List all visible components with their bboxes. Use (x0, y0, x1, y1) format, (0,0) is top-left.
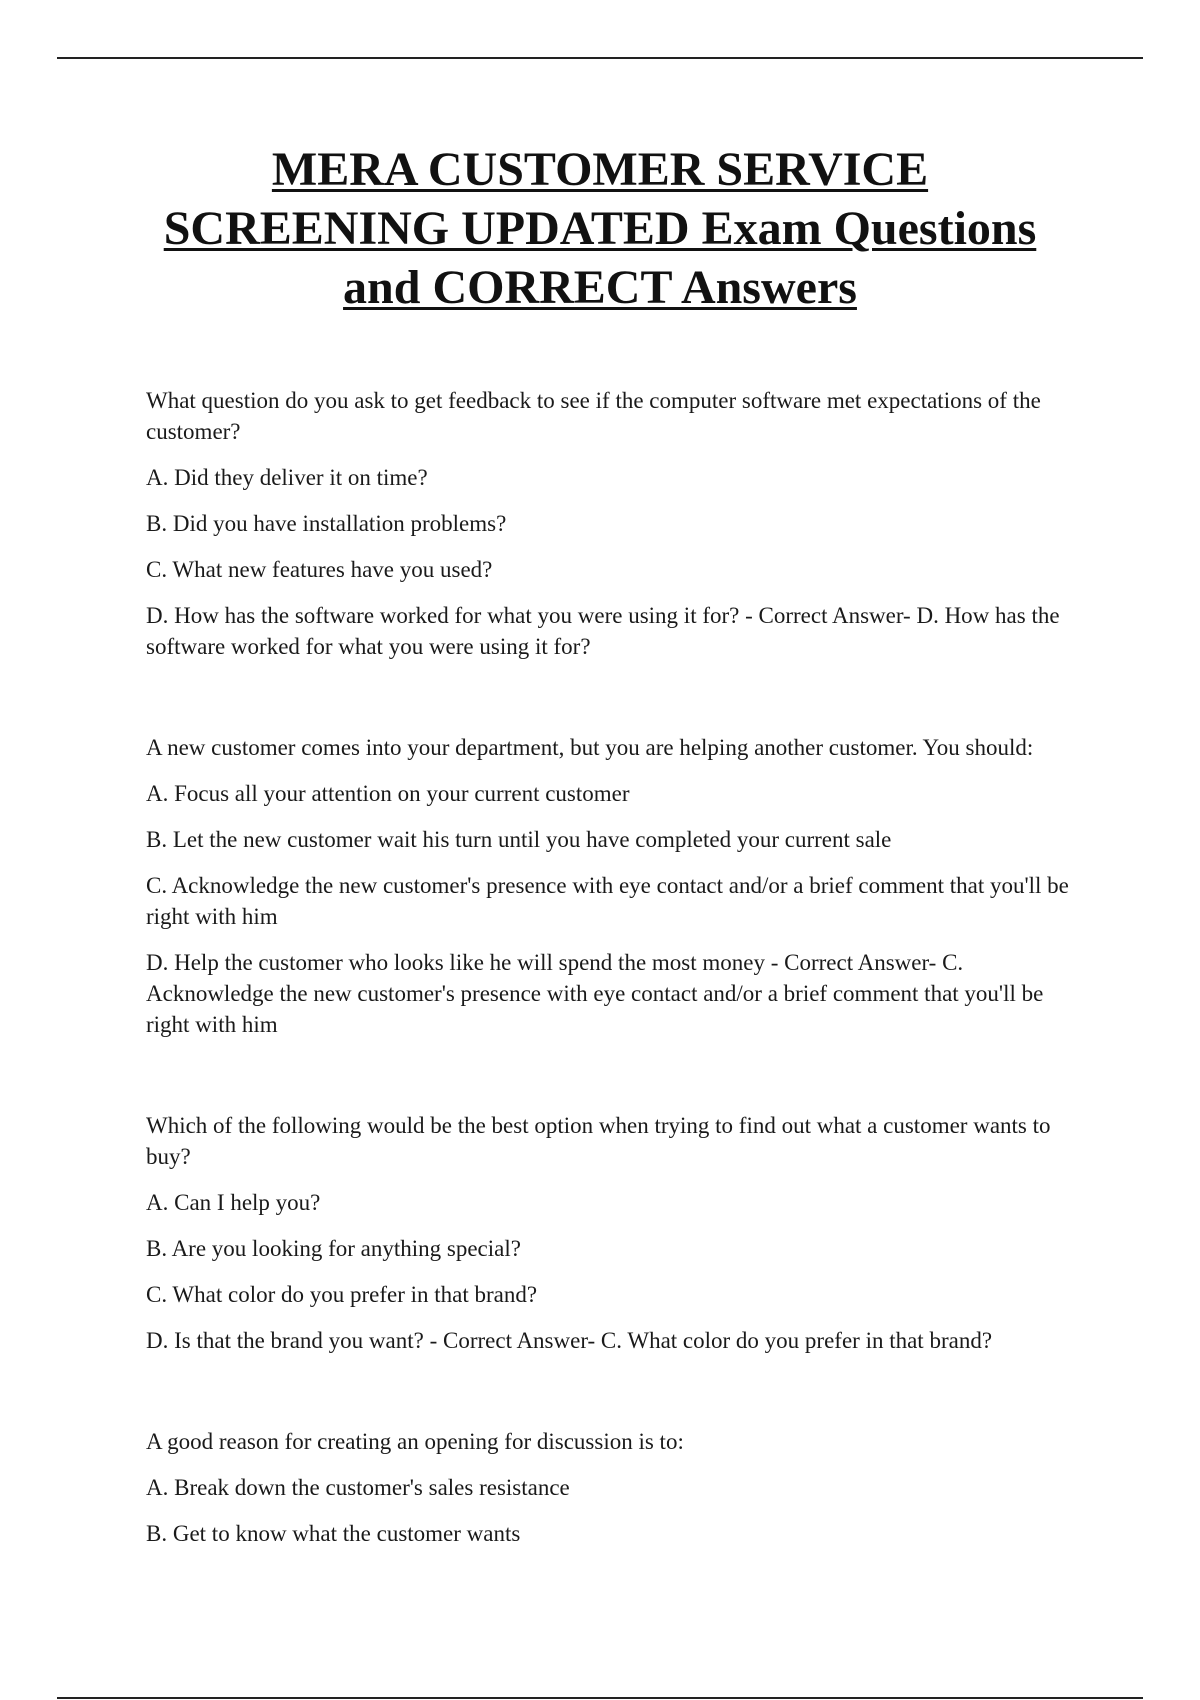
document-body (146, 385, 1076, 1564)
bottom-rule (57, 1697, 1143, 1699)
answer-option: C. What new features have you used? (146, 557, 493, 582)
answer-option: B. Let the new customer wait his turn until you have completed your current sale (146, 827, 892, 852)
question-text: What question do you ask to get feedback to see if the computer software met expectations of the customer? (146, 388, 1041, 444)
answer-option: B. Get to know what the customer wants (146, 1521, 521, 1546)
title-line-2: SCREENING UPDATED Exam Questions (163, 202, 1037, 255)
answer-option-with-correct-answer: D. Help the customer who looks like he will spend the most money - Correct Answer- C. Acknowledge the new customer's presence with eye contact and/or a brief comment that you'll be right with him (146, 950, 1044, 1037)
answer-option-with-correct-answer: D. How has the software worked for what you were using it for? - Correct Answer- D. How has the software worked for what you were using it for? (146, 603, 1060, 659)
question-text: A new customer comes into your department, but you are helping another customer. You should: (146, 735, 1034, 760)
answer-option: A. Break down the customer's sales resistance (146, 1475, 570, 1500)
question-block-3 (146, 1110, 1076, 1356)
answer-option-with-correct-answer: D. Is that the brand you want? - Correct Answer- C. What color do you prefer in that brand? (146, 1328, 993, 1353)
question-text: A good reason for creating an opening for discussion is to: (146, 1429, 684, 1454)
answer-option: C. Acknowledge the new customer's presence with eye contact and/or a brief comment that you'll be right with him (146, 873, 1069, 929)
title-line-1: MERA CUSTOMER SERVICE (271, 143, 929, 196)
title-line-3: and CORRECT Answers (343, 261, 857, 314)
question-block-1 (146, 385, 1076, 662)
answer-option: A. Can I help you? (146, 1190, 321, 1215)
question-block-2 (146, 732, 1076, 1040)
answer-option: A. Focus all your attention on your current customer (146, 781, 630, 806)
answer-option: B. Did you have installation problems? (146, 511, 507, 536)
question-block-4 (146, 1426, 1076, 1549)
document-title (120, 140, 1080, 317)
top-rule (57, 57, 1143, 59)
answer-option: B. Are you looking for anything special? (146, 1236, 521, 1261)
question-text: Which of the following would be the best option when trying to find out what a customer wants to buy? (146, 1113, 1051, 1169)
answer-option: C. What color do you prefer in that brand? (146, 1282, 538, 1307)
answer-option: A. Did they deliver it on time? (146, 465, 428, 490)
